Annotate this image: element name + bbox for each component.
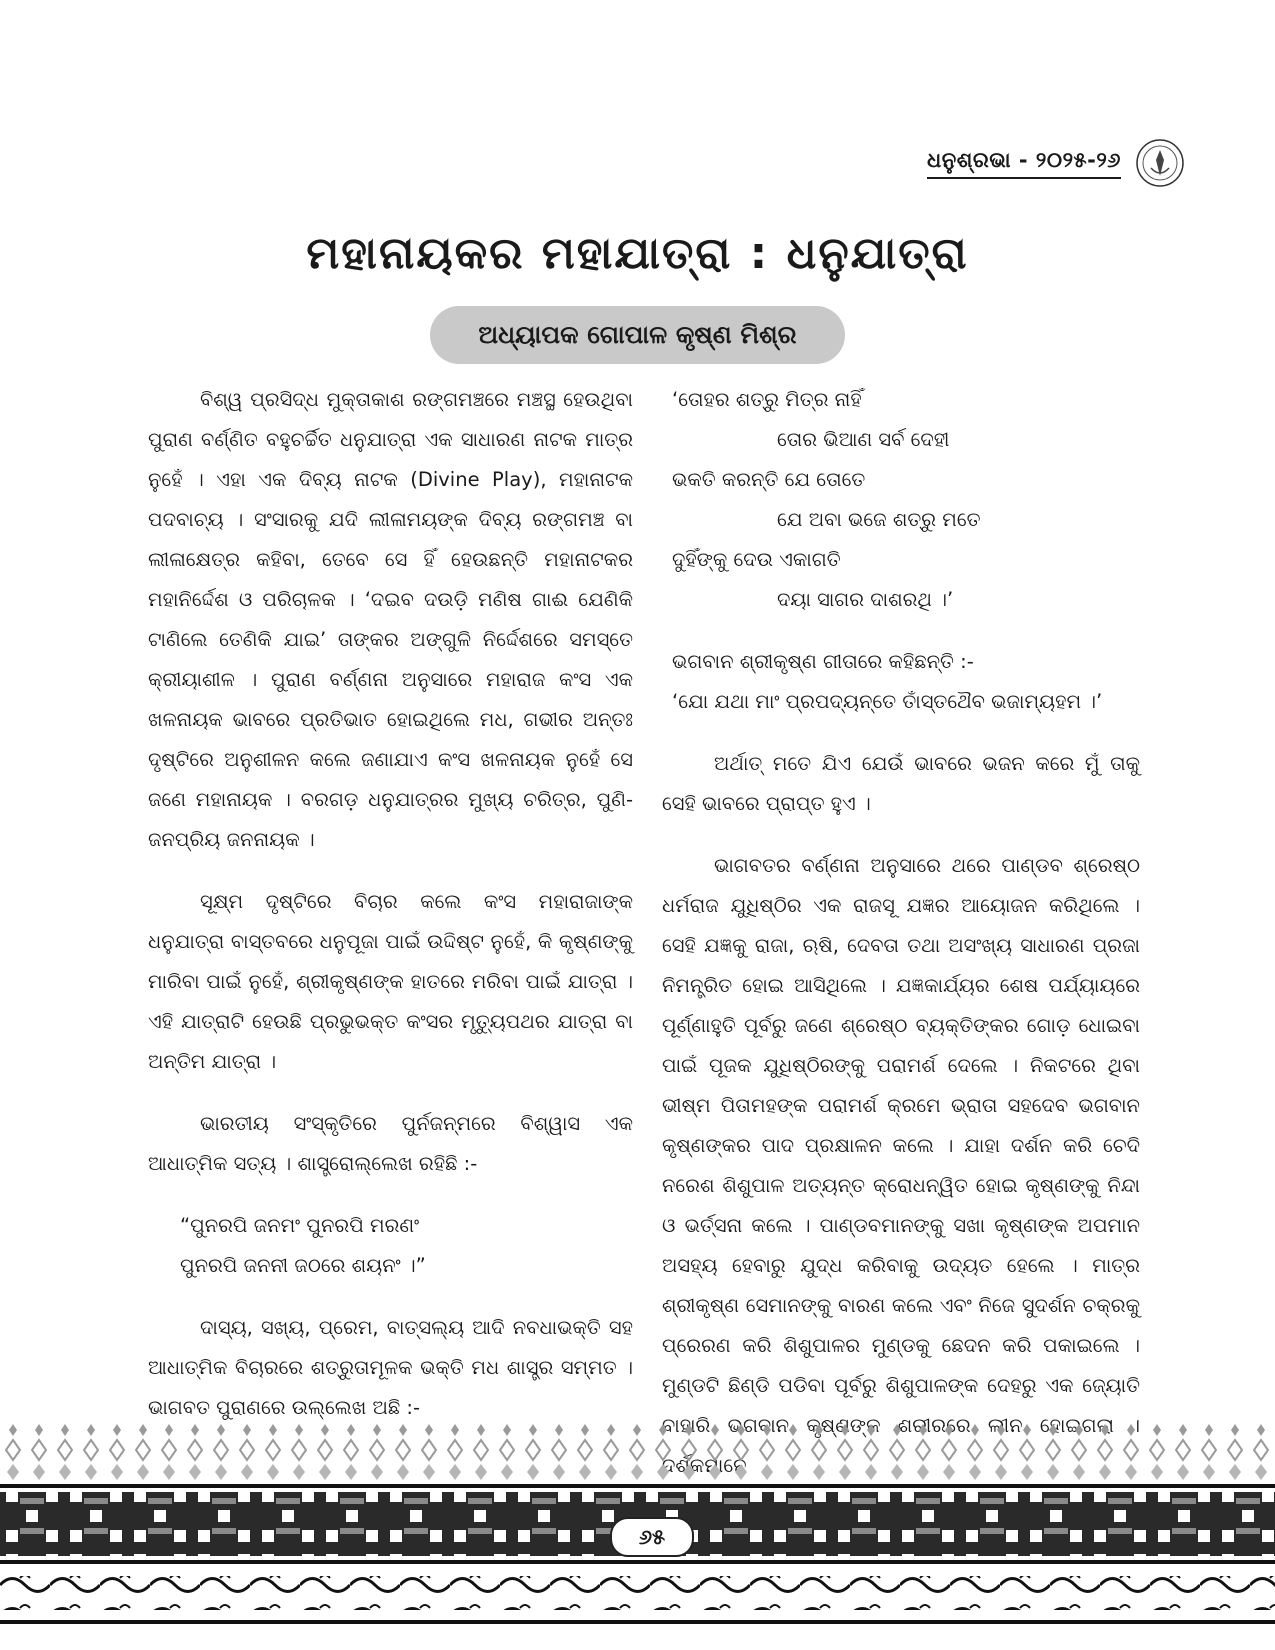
paragraph: ସୂକ୍ଷ୍ମ ଦୃଷ୍ଟିରେ ବିଚାର କଲେ କଂସ ମହାରାଜାଙ୍କ ଧନୁଯାତ୍ରା ବାସ୍ତବରେ ଧନୁପୂଜା ପାଇଁ ଉଦ୍ଦିଷ୍ଟ ନୁହେଁ, କି କୃଷ୍ଣଙ୍କୁ ମାରିବା ପାଇଁ ନୁହେଁ, ଶ୍ରୀକୃଷ୍ଣଙ୍କ ହାତରେ ମରିବା ପାଇଁ ଯାତ୍ରା । ଏହି ଯାତ୍ରାଟି ହେଉଛି ପ୍ରଭୁଭକ୍ତ କଂସର ମୃତ୍ୟୁପଥର ଯାତ୍ରା ବା ଅନ୍ତିମ ଯାତ୍ରା । (148, 890, 633, 1073)
running-header (927, 138, 1185, 188)
quote-line: “ପୁନରପି ଜନମଂ ପୁନରପି ମରଣଂ (180, 1214, 420, 1237)
society-seal-icon (1135, 138, 1185, 188)
gita-quote (662, 642, 1140, 722)
paragraph: ଭାଗବତର ବର୍ଣ୍ଣନା ଅନୁସାରେ ଥରେ ପାଣ୍ଡବ ଶ୍ରେଷ୍ଠ ଧର୍ମରାଜ ଯୁଧିଷ୍ଠିର ଏକ ରାଜସୂ ଯଜ୍ଞର ଆୟୋଜନ କରିଥିଲେ । ସେହି ଯଜ୍ଞକୁ ରାଜା, ଋଷି, ଦେବତା ତଥା ଅସଂଖ୍ୟ ସାଧାରଣ ପ୍ରଜା ନିମନ୍ତ୍ରିତ ହୋଇ ଆସିଥିଲେ । ଯଜ୍ଞକାର୍ଯ୍ୟର ଶେଷ ପର୍ଯ୍ୟାୟରେ ପୂର୍ଣ୍ଣାହୁତି ପୂର୍ବରୁ ଜଣେ ଶ୍ରେଷ୍ଠ ବ୍ୟକ୍ତିଙ୍କର ଗୋଡ଼ ଧୋଇବା ପାଇଁ ପୂଜକ ଯୁଧିଷ୍ଠିରଙ୍କୁ ପରାମର୍ଶ ଦେଲେ । ନିକଟରେ ଥିବା ଭୀଷ୍ମ ପିତାମହଙ୍କ ପରାମର୍ଶ କ୍ରମେ ଭ୍ରାତା ସହଦେବ ଭଗବାନ କୃଷ୍ଣଙ୍କର ପାଦ ପ୍ରକ୍ଷାଳନ କଲେ । ଯାହା ଦର୍ଶନ କରି ଚେଦି ନରେଶ ଶିଶୁପାଳ ଅତ୍ୟନ୍ତ କ୍ରୋଧନ୍ୱିତ ହୋଇ କୃଷ୍ଣଙ୍କୁ ନିନ୍ଦା ଓ ଭର୍ତ୍ସନା କଲେ । ପାଣ୍ଡବମାନଙ୍କୁ ସଖା କୃଷ୍ଣଙ୍କ ଅପମାନ ଅସହ୍ୟ ହେବାରୁ ଯୁଦ୍ଧ କରିବାକୁ ଉଦ୍ୟତ ହେଲେ । ମାତ୍ର ଶ୍ରୀକୃଷ୍ଣ ସେମାନଙ୍କୁ ବାରଣ କଲେ ଏବଂ ନିଜେ ସୁଦର୍ଶନ ଚକ୍ରକୁ ପ୍ରେରଣ କରି ଶିଶୁପାଳର ମୁଣ୍ଡକୁ ଛେଦନ କରି ପକାଇଲେ । ମୁଣ୍ଡଟି ଛିଣ୍ଡି ପଡିବା ପୂର୍ବରୁ ଶିଶୁପାଳଙ୍କ ଦେହରୁ ଏକ ଜ୍ୟୋତି (662, 854, 1140, 1397)
paragraph: ବିଶ୍ୱ ପ୍ରସିଦ୍ଧ ମୁକ୍ତାକାଶ ରଙ୍ଗମଞ୍ଚରେ ମଞ୍ଚସ୍ଥ ହେଉଥିବା ପୁରାଣ ବର୍ଣ୍ଣିତ ବହୁଚର୍ଚ୍ଚିତ ଧନୁଯାତ୍ରା ଏକ ସାଧାରଣ ନାଟକ ମାତ୍ର ନୁହେଁ । ଏହା ଏକ ଦିବ୍ୟ ନାଟକ (Divine Play), ମହାନାଟକ ପଦବାଚ୍ୟ । ସଂସାରକୁ ଯଦି ଲୀଳାମୟଙ୍କ ଦିବ୍ୟ ରଙ୍ଗମଞ୍ଚ ବା ଲୀଳାକ୍ଷେତ୍ର କହିବା, ତେବେ ସେ ହିଁ ହେଉଛନ୍ତି ମହାନାଟକର ମହାନିର୍ଦ୍ଦେଶ ଓ ପରିଚାଳକ । ‘ଦଇବ ଦଉଡ଼ି ମଣିଷ ଗାଈ ଯେଣିକି ଟାଣିଲେ ତେଣିକି ଯାଇ’ ତାଙ୍କର ଅଙ୍ଗୁଳି ନିର୍ଦ୍ଦେଶରେ ସମସ୍ତେ କ୍ରୀୟାଶୀଳ । ପୁରାଣ ବର୍ଣ୍ଣନା ଅନୁସାରେ ମହାରାଜ କଂସ ଏକ ଖଳନାୟକ ଭାବରେ ପ୍ରତିଭାତ ହୋଇଥିଲେ ମଧ, ଗଭୀର ଅନ୍ତଃ ଦୃଷ୍ଟିରେ ଅନୁଶୀଳନ କଲେ ଜଣାଯାଏ କଂସ ଖଳନାୟକ ନୁହେଁ ସେ ଜଣେ ମହାନାୟକ । ବରଗଡ଼ ଧନୁଯାତ୍ରର ମୁଖ୍ୟ ଚରିତ୍ର, ପୁଣି- ଜନପ୍ରିୟ ଜନନାୟକ । (148, 388, 633, 851)
verse-line: ଯେ ଅବା ଭଜେ ଶତ୍ରୁ ମତେ (777, 508, 981, 531)
paragraph: ଦାସ୍ୟ, ସଖ୍ୟ, ପ୍ରେମ, ବାତ୍ସଲ୍ୟ ଆଦି ନବଧାଭକ୍ତି ସହ ଆଧାତ୍ମିକ ବିଚାରରେ ଶତ୍ରୁତାମୂଳକ ଭକ୍ତି ମଧ ଶାସ୍ତ୍ର ସମ୍ମତ । ଭାଗବତ ପୁରାଣରେ ଉଲ୍ଲେଖ ଅଛି :- (148, 1316, 633, 1419)
verse-line: ତୋର ଭିଆଣ ସର୍ବ ଦେହୀ (777, 428, 950, 451)
verse-line: ଦୟା ସାଗର ଦାଶରଥି ।’ (777, 588, 954, 611)
article-title: ମହାନାୟକର ମହାଯାତ୍ରା : ଧନୁଯାତ୍ରା (306, 228, 969, 279)
verse-line: ଭକତି କରନ୍ତି ଯେ ତୋତେ (672, 468, 866, 491)
sanskrit-quote (148, 1206, 633, 1286)
paragraph: ଅର୍ଥାତ୍ ମତେ ଯିଏ ଯେଉଁ ଭାବରେ ଭଜନ କରେ ମୁଁ ତାକୁ ସେହି ଭାବରେ ପ୍ରାପ୍ତ ହୁଏ । (662, 752, 1140, 815)
quote-intro: ଭଗବାନ ଶ୍ରୀକୃଷ୍ଣ ଗୀତାରେ କହିଛନ୍ତି :- (672, 650, 974, 673)
author-name: ଅଧ୍ୟାପକ ଗୋପାଳ କୃଷ୍ଣ ମିଶ୍ର (430, 306, 844, 364)
left-column (148, 380, 633, 1450)
quote-line: ‘ଯୋ ଯଥା ମାଂ ପ୍ରପଦ୍ୟନ୍ତେ ତାଁସ୍ତଥୈବ ଭଜାମ୍ୟହମ ।’ (672, 690, 1103, 713)
verse-block (662, 380, 1140, 620)
paragraph: ଭାରତୀୟ ସଂସ୍କୃତିରେ ପୁର୍ନଜନ୍ମରେ ବିଶ୍ୱାସ ଏକ ଆଧାତ୍ମିକ ସତ୍ୟ । ଶାସ୍ତ୍ରୋଲ୍ଲେଖ ରହିଛି :- (148, 1112, 633, 1175)
verse-line: ‘ତୋହର ଶତ୍ରୁ ମିତ୍ର ନାହିଁ (672, 388, 862, 411)
right-column (662, 380, 1140, 1508)
journal-header-text: ଧନୁଶ୍ରଭା - ୨୦୨୫-୨୬ (927, 148, 1121, 179)
page-number: ୬୫ (610, 1517, 694, 1557)
verse-line: ଦୁହିଁଙ୍କୁ ଦେଉ ଏକାଗତି (672, 548, 841, 571)
quote-line: ପୁନରପି ଜନନୀ ଜଠରେ ଶୟନଂ ।” (180, 1254, 426, 1277)
